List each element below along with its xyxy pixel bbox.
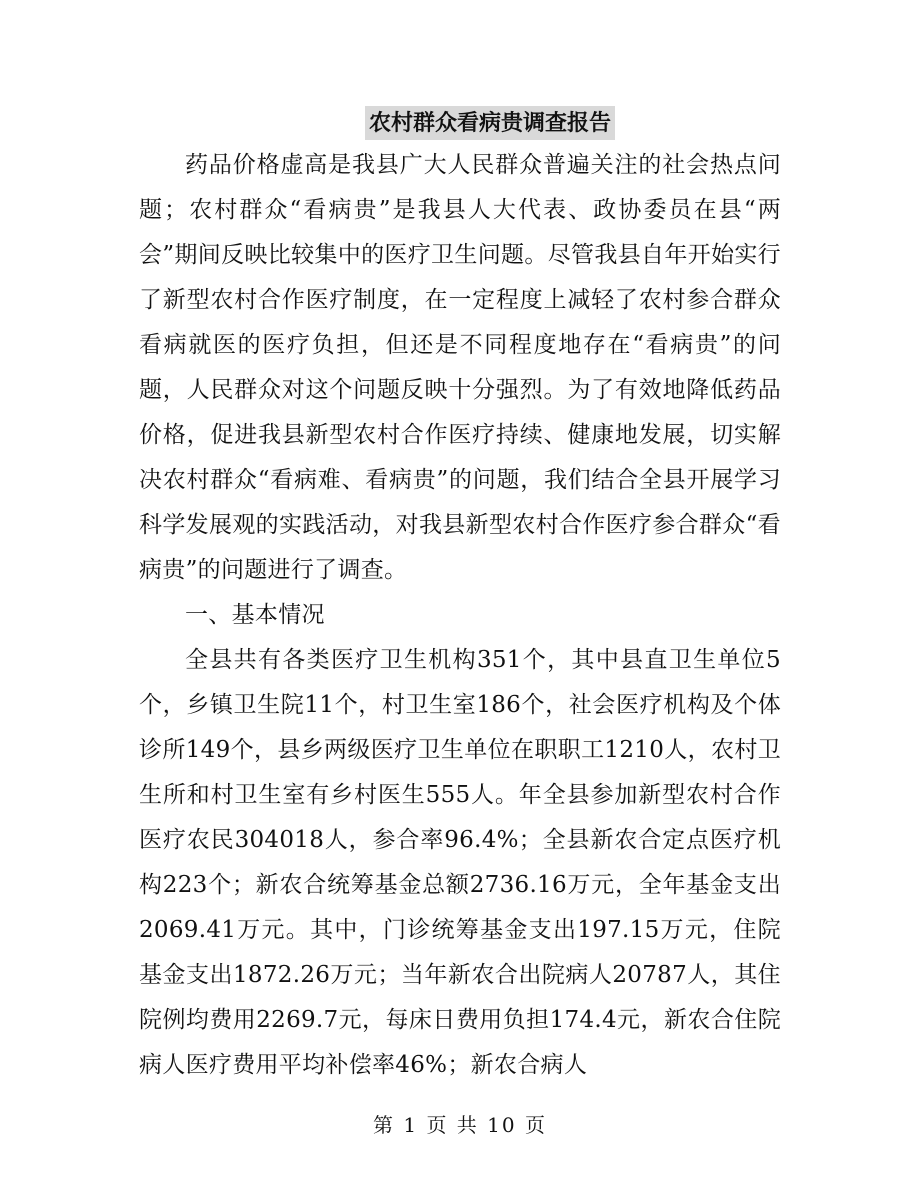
paragraph-basic-situation: 全县共有各类医疗卫生机构351个，其中县直卫生单位5个，乡镇卫生院11个，村卫生室186个，社会医疗机构及个体诊所149个，县乡两级医疗卫生单位在职职工1210人，农村卫生所和村卫生室有乡村医生555人。年全县参加新型农村合作医疗农民304018人，参合率96.4%；全县新农合定点医疗机构223个；新农合统筹基金总额2736.16万元，全年基金支出2069.41万元。其中，门诊统筹基金支出197.15万元，住院基金支出1872.26万元；当年新农合出院病人20787人，其住院例均费用2269.7元，每床日费用负担174.4元，新农合住院病人医疗费用平均补偿率46%；新农合病人 xyxy=(139,647,781,1078)
document-title: 农村群众看病贵调查报告 xyxy=(365,106,615,140)
paragraph-intro: 药品价格虚高是我县广大人民群众普遍关注的社会热点问题；农村群众“看病贵”是我县人大代表、政协委员在县“两会”期间反映比较集中的医疗卫生问题。尽管我县自年开始实行了新型农村合作医疗制度，在一定程度上减轻了农村参合群众看病就医的医疗负担，但还是不同程度地存在“看病贵”的问题，人民群众对这个问题反映十分强烈。为了有效地降低药品价格，促进我县新型农村合作医疗持续、健康地发展，切实解决农村群众“看病难、看病贵”的问题，我们结合全县开展学习科学发展观的实践活动，对我县新型农村合作医疗参合群众“看病贵”的问题进行了调查。 xyxy=(139,152,781,583)
section-heading-basic-situation: 一、基本情况 xyxy=(185,602,325,628)
page-footer: 第 1 页 共 10 页 xyxy=(373,1113,547,1137)
document-body xyxy=(139,143,781,1088)
title-container xyxy=(0,106,920,140)
